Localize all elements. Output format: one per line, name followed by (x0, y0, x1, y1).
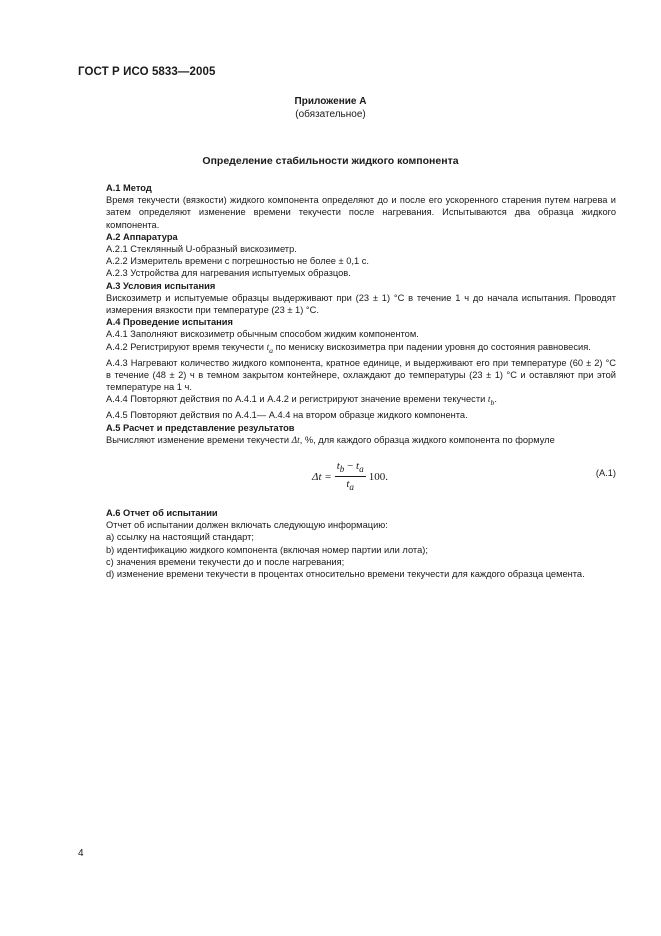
formula-numerator: $t_b - t_a$ (335, 459, 366, 477)
a6-item-a: а) ссылку на настоящий стандарт; (106, 532, 254, 543)
document-header: ГОСТ Р ИСО 5833—2005 (78, 66, 216, 78)
formula-denominator: $t_a$ (346, 478, 354, 493)
formula-a1 (78, 455, 616, 499)
a4-item-4: А.4.4 Повторяют действия по А.4.1 и А.4.2 и регистрируют значение времени текучести $t_b$. (106, 394, 497, 408)
annex-heading (0, 95, 661, 121)
formula-expression (312, 459, 388, 494)
formula-number: (А.1) (595, 467, 616, 478)
a4-item-1: А.4.1 Заполняют вискозиметр обычным способом жидким компонентом. (106, 329, 419, 340)
a4-item-5: А.4.5 Повторяют действия по А.4.1— А.4.4 на втором образце жидкого компонента. (106, 410, 468, 421)
a6-item-c: с) значения времени текучести до и после нагревания; (106, 556, 345, 567)
a2-item-3: А.2.3 Устройства для нагревания испытуемых образцов. (106, 268, 351, 279)
a4-item-3: А.4.3 Нагревают количество жидкого компонента, кратное единице, и выдерживают его при температуре (60 ± 2) °С в течение (48 ± 2) ч в темном закрытом контейнере, охлаждают до температуры (23 ± 1) °С и оставляют при этой температуре на 1 ч. (106, 357, 616, 393)
a6-heading: А.6 Отчет об испытании (106, 507, 218, 518)
formula-lhs: Δt = (312, 470, 332, 483)
a4-heading: А.4 Проведение испытания (106, 317, 233, 328)
a4-item-2: А.4.2 Регистрируют время текучести $t_a$ по мениску вискозиметра при падении уровня до состояния равновесия. (106, 341, 591, 355)
a3-text: Вискозиметр и испытуемые образцы выдерживают при (23 ± 1) °С в течение 1 ч до начала испытания. Проводят измерения вязкости при температуре (23 ± 1) °С. (106, 292, 616, 316)
a2-heading: А.2 Аппаратура (106, 231, 178, 242)
annex-title: Приложение А (294, 96, 367, 107)
a2-item-1: А.2.1 Стеклянный U-образный вискозиметр. (106, 244, 297, 255)
a1-text: Время текучести (вязкости) жидкого компонента определяют до и после его ускоренного старения путем нагрева и затем определяют изменение времени текучести после нагревания. Испытываются два образца жидкого компонента. (106, 195, 616, 230)
annex-status: (обязательное) (295, 109, 366, 120)
formula-fraction (335, 459, 366, 494)
a2-item-2: А.2.2 Измеритель времени с погрешностью не более ± 0,1 с. (106, 256, 369, 267)
document-body (78, 182, 616, 580)
page-number: 4 (78, 848, 84, 859)
a6-item-d: d) изменение времени текучести в процентах относительно времени текучести для каждого образца цемента. (106, 569, 585, 579)
section-title: Определение стабильности жидкого компонента (202, 155, 459, 167)
a6-intro: Отчет об испытании должен включать следующую информацию: (106, 520, 388, 531)
a3-heading: А.3 Условия испытания (106, 280, 216, 291)
a5-text: Вычисляют изменение времени текучести Δt, %, для каждого образца жидкого компонента по формуле (106, 434, 555, 446)
a1-heading: А.1 Метод (106, 183, 152, 193)
formula-rhs: 100. (368, 470, 388, 483)
a6-item-b: b) идентификацию жидкого компонента (включая номер партии или лота); (106, 544, 428, 555)
a5-heading: А.5 Расчет и представление результатов (106, 422, 295, 433)
